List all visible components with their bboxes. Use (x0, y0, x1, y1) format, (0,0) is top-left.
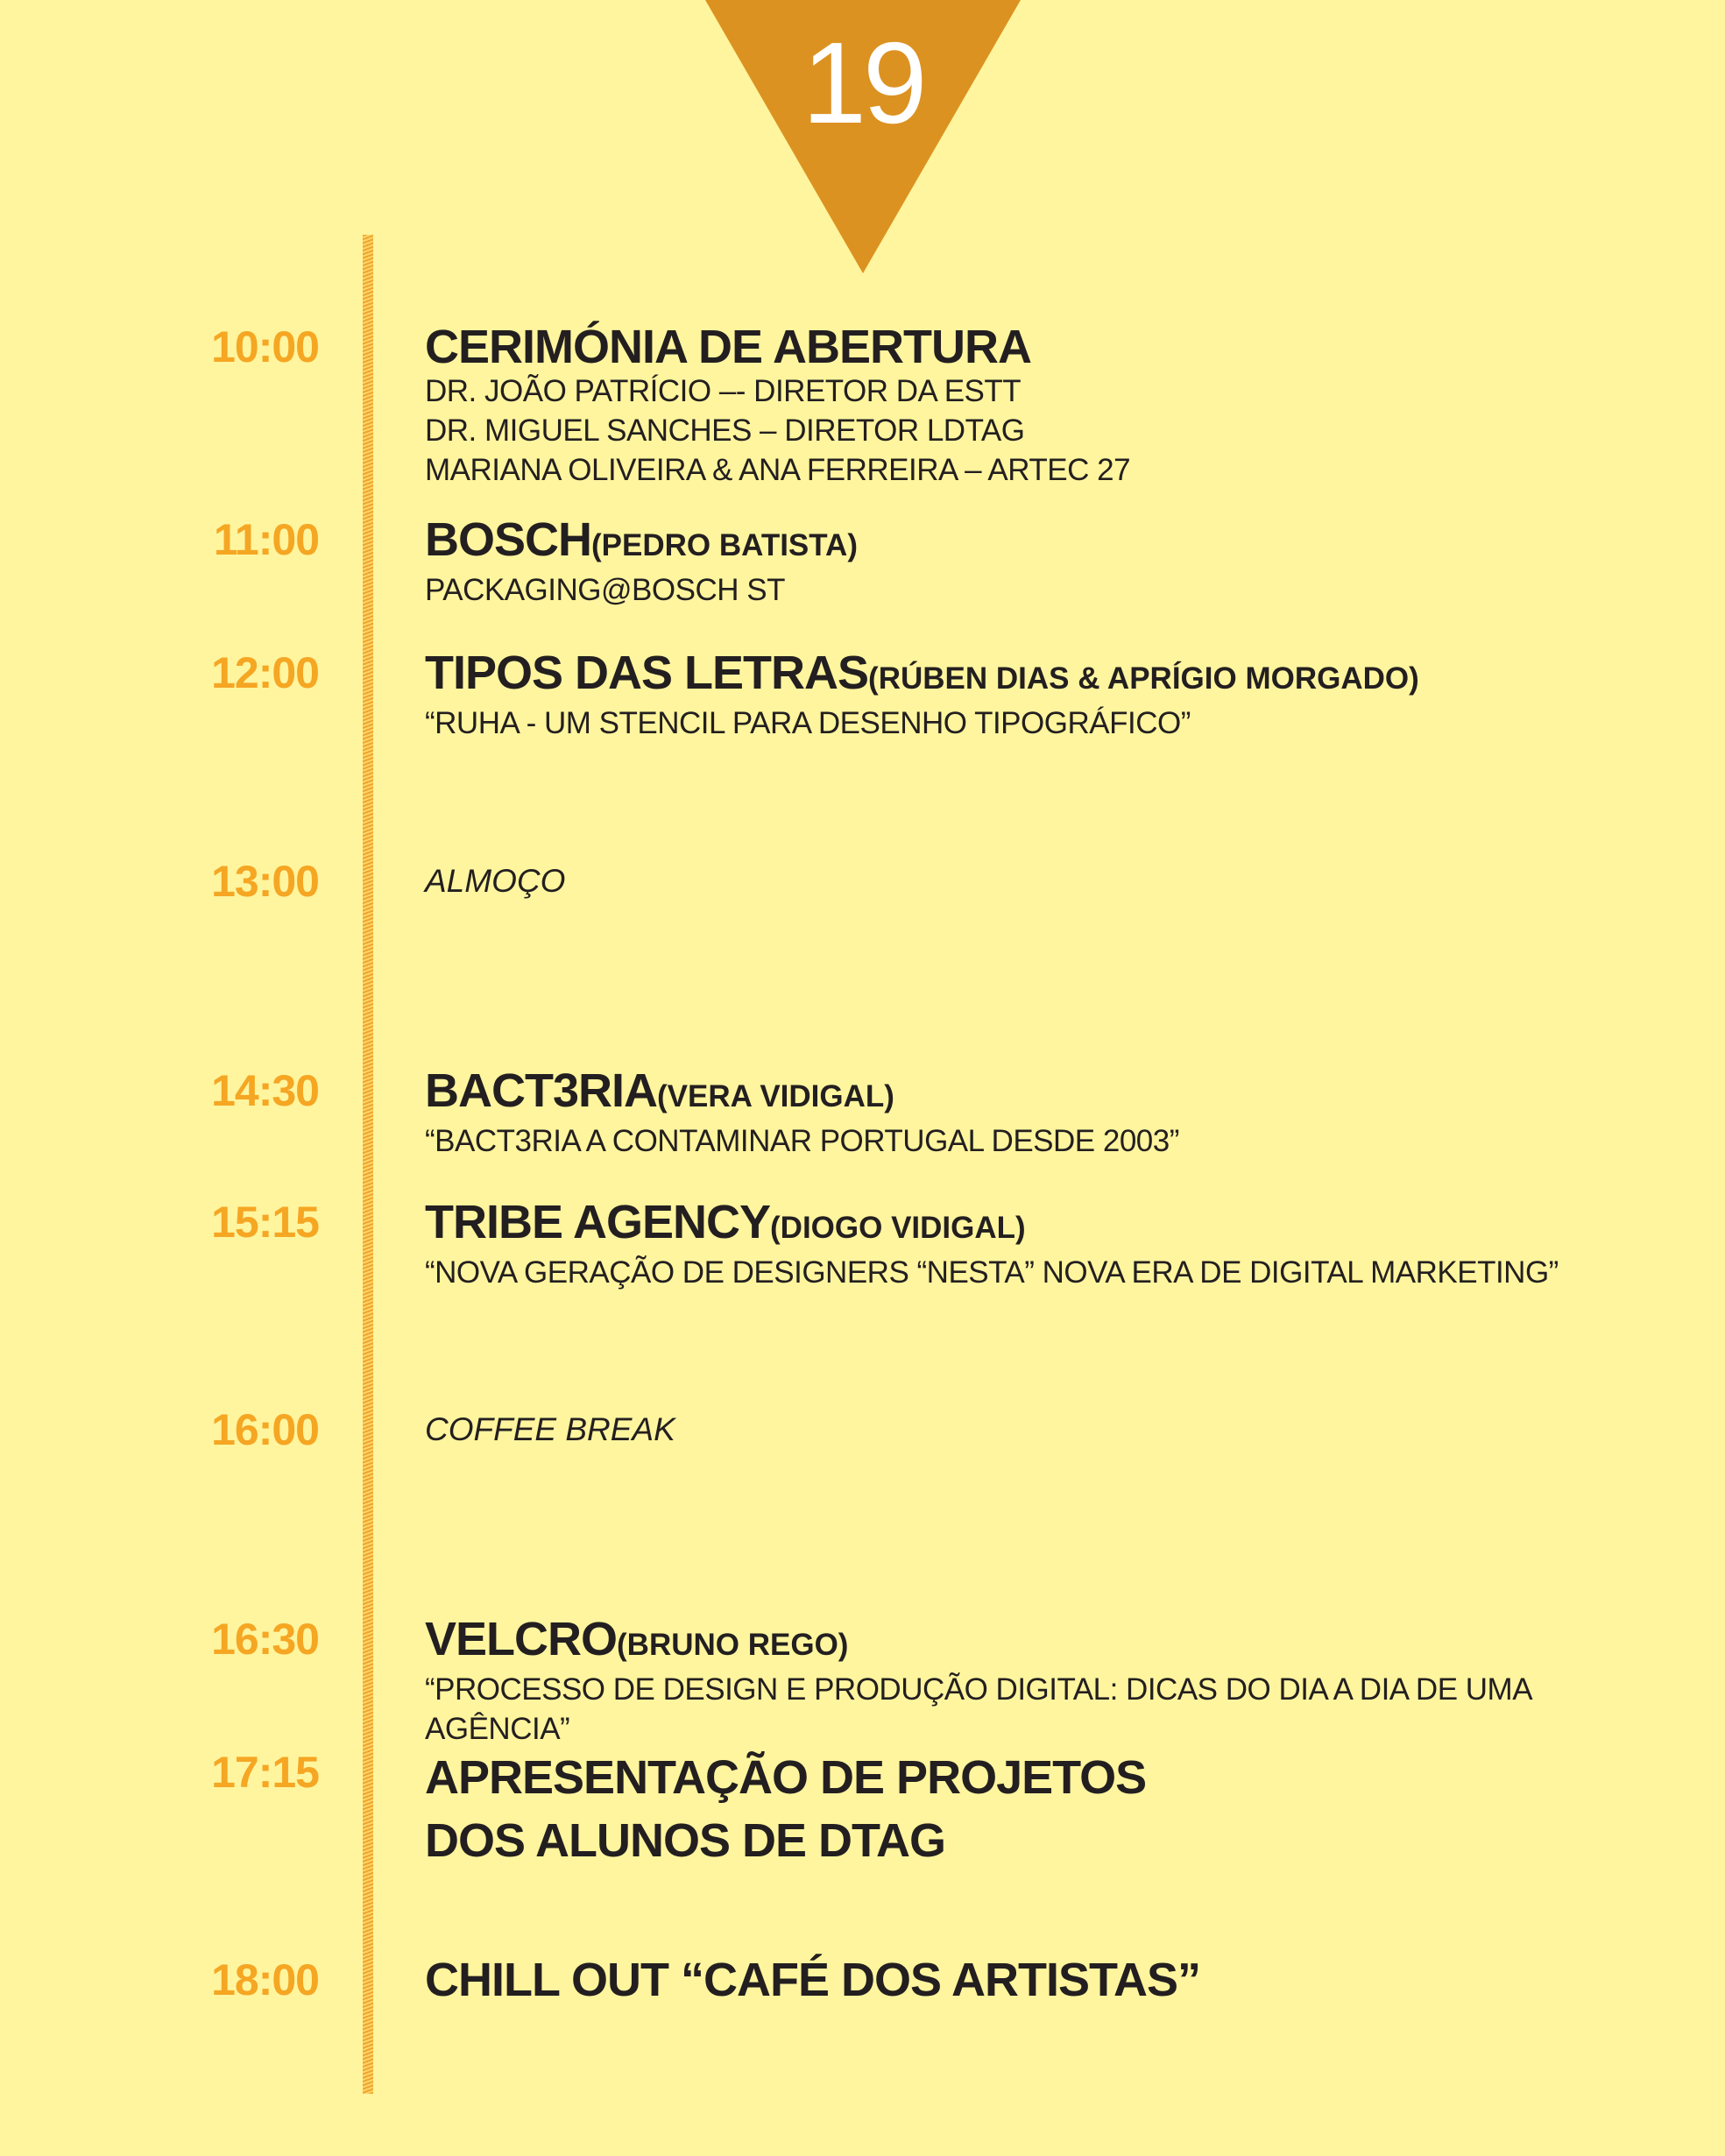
event-content (425, 1955, 1695, 2004)
event-detail: PACKAGING@BOSCH ST (425, 573, 785, 607)
event-content (425, 322, 1695, 490)
event-title-line (425, 515, 1695, 570)
event-content (425, 857, 1695, 906)
event-speaker: (RÚBEN DIAS & APRÍGIO MORGADO) (868, 661, 1419, 696)
break-label: COFFEE BREAK (425, 1411, 675, 1447)
timeline-line (363, 235, 373, 2094)
event-title-line (425, 1066, 1695, 1121)
event-title: BACT3RIA (425, 1064, 658, 1117)
event-detail: AGÊNCIA” (425, 1712, 570, 1746)
event-content (425, 1198, 1695, 1292)
event-time: 17:15 (211, 1748, 319, 1797)
event-time: 13:00 (211, 857, 319, 906)
event-title: CERIMÓNIA DE ABERTURA (425, 321, 1031, 373)
event-title-line (425, 1615, 1695, 1670)
event-speaker: (PEDRO BATISTA) (591, 528, 858, 562)
event-title: VELCRO (425, 1613, 618, 1665)
event-title: CHILL OUT “CAFÉ DOS ARTISTAS” (425, 1954, 1200, 2006)
event-content (425, 1615, 1695, 1749)
day-number: 19 (802, 18, 924, 147)
event-content (425, 1746, 1695, 1872)
event-detail: “BACT3RIA A CONTAMINAR PORTUGAL DESDE 2003” (425, 1124, 1179, 1158)
event-title: DOS ALUNOS DE DTAG (425, 1814, 946, 1867)
event-time: 16:30 (211, 1615, 319, 1664)
event-time: 12:00 (211, 648, 319, 697)
event-detail: “RUHA - UM STENCIL PARA DESENHO TIPOGRÁFICO” (425, 706, 1191, 740)
event-detail: “PROCESSO DE DESIGN E PRODUÇÃO DIGITAL: DICAS DO DIA A DIA DE UMA (425, 1672, 1533, 1707)
event-title: TRIBE AGENCY (425, 1196, 771, 1248)
event-speaker: (BRUNO REGO) (617, 1628, 849, 1662)
event-time: 10:00 (211, 322, 319, 371)
event-detail: MARIANA OLIVEIRA & ANA FERREIRA – ARTEC 27 (425, 453, 1131, 487)
event-detail: “NOVA GERAÇÃO DE DESIGNERS “NESTA” NOVA ERA DE DIGITAL MARKETING” (425, 1255, 1559, 1290)
event-detail: DR. MIGUEL SANCHES – DIRETOR LDTAG (425, 414, 1025, 448)
event-detail: DR. JOÃO PATRÍCIO –- DIRETOR DA ESTT (425, 374, 1022, 408)
event-content (425, 1066, 1695, 1161)
event-title-line (425, 1198, 1695, 1253)
event-time: 11:00 (213, 515, 319, 564)
event-content (425, 1405, 1695, 1454)
day-badge (705, 0, 1021, 273)
event-time: 14:30 (211, 1066, 319, 1115)
event-speaker: (VERA VIDIGAL) (657, 1079, 894, 1113)
event-speaker: (DIOGO VIDIGAL) (770, 1211, 1026, 1245)
event-content (425, 515, 1695, 610)
event-time: 16:00 (211, 1405, 319, 1454)
event-time: 15:15 (211, 1198, 319, 1247)
event-title: BOSCH (425, 513, 592, 566)
break-label: ALMOÇO (425, 863, 566, 899)
event-time: 18:00 (211, 1955, 319, 2004)
event-content (425, 648, 1695, 743)
event-title: APRESENTAÇÃO DE PROJETOS (425, 1751, 1147, 1804)
event-title-line (425, 648, 1695, 703)
event-title: TIPOS DAS LETRAS (425, 647, 869, 699)
